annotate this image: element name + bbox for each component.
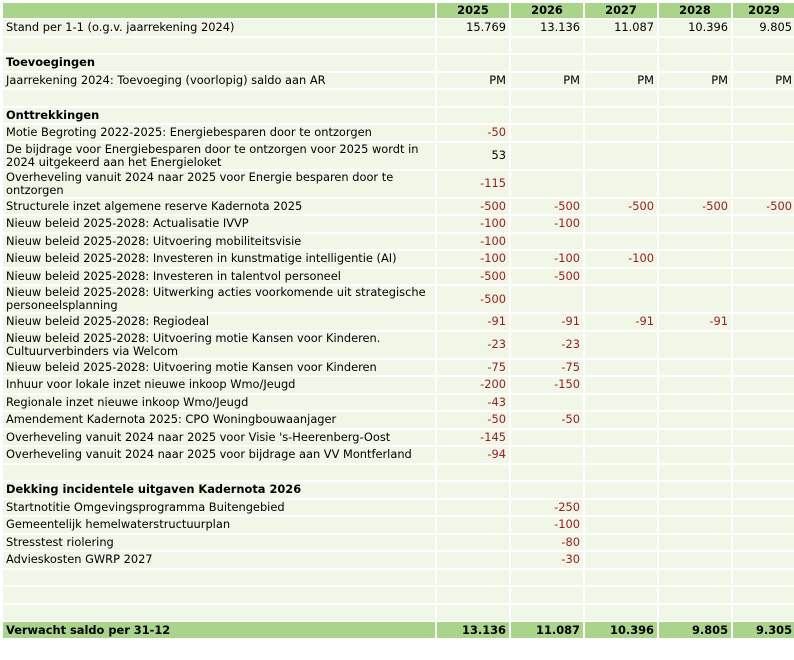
value-cell [659,465,731,481]
table-row [3,395,794,411]
blank-row [3,38,794,54]
row-label [3,587,435,603]
section-title: Toevoegingen [3,55,435,71]
row-label: De bijdrage voor Energiebesparen door te ontzorgen voor 2025 wordt in 2024 uitgekeerd aan het Energieloket [3,143,435,169]
value-cell: -100 [437,234,509,250]
table-row [3,552,794,568]
value-cell: -23 [511,332,583,358]
value-cell [585,108,657,124]
value-cell [659,482,731,498]
value-cell [585,90,657,106]
value-cell: -100 [511,216,583,232]
row-label: Nieuw beleid 2025-2028: Regiodeal [3,314,435,330]
row-label: Overheveling vanuit 2024 naar 2025 voor bijdrage aan VV Montferland [3,447,435,463]
year-header: 2028 [659,3,731,18]
value-cell [659,108,731,124]
value-cell [511,570,583,586]
row-label [3,38,435,54]
value-cell [585,360,657,376]
value-cell [511,90,583,106]
value-cell [733,447,794,463]
value-cell: 13.136 [511,20,583,36]
value-cell [585,517,657,533]
value-cell [585,125,657,141]
value-cell: 53 [437,143,509,169]
row-label: Jaarrekening 2024: Toevoeging (voorlopig) saldo aan AR [3,73,435,89]
value-cell [585,447,657,463]
section-title: Onttrekkingen [3,108,435,124]
value-cell [585,552,657,568]
value-cell: 10.396 [585,622,657,638]
value-cell [437,55,509,71]
row-label: Stand per 1-1 (o.g.v. jaarrekening 2024) [3,20,435,36]
row-label: Nieuw beleid 2025-2028: Uitvoering motie Kansen voor Kinderen. Cultuurverbinders via Welcom [3,332,435,358]
value-cell [511,234,583,250]
value-cell: PM [511,73,583,89]
value-cell [511,38,583,54]
value-cell [659,216,731,232]
table-row [3,517,794,533]
table-row [3,430,794,446]
value-cell [659,332,731,358]
value-cell: -91 [437,314,509,330]
blank-row [3,605,794,621]
value-cell [733,535,794,551]
table-row [3,234,794,250]
table-row [3,286,794,312]
row-label: Structurele inzet algemene reserve Kadernota 2025 [3,199,435,215]
year-header: 2027 [585,3,657,18]
value-cell [733,605,794,621]
value-cell: -50 [511,412,583,428]
value-cell: -91 [659,314,731,330]
value-cell [585,171,657,197]
value-cell: -100 [511,517,583,533]
value-cell: -100 [437,216,509,232]
value-cell [733,465,794,481]
value-cell [511,286,583,312]
value-cell [733,55,794,71]
row-label: Nieuw beleid 2025-2028: Uitwerking acties voorkomende uit strategische personeelsplanning [3,286,435,312]
value-cell [437,570,509,586]
value-cell: -145 [437,430,509,446]
value-cell [659,517,731,533]
value-cell [659,377,731,393]
row-label: Regionale inzet nieuwe inkoop Wmo/Jeugd [3,395,435,411]
blank-row [3,587,794,603]
table-row [3,500,794,516]
value-cell [733,108,794,124]
value-cell [437,108,509,124]
total-row [3,622,794,638]
value-cell [585,269,657,285]
value-cell [511,108,583,124]
value-cell [511,395,583,411]
value-cell: 15.769 [437,20,509,36]
value-cell: -23 [437,332,509,358]
value-cell: -75 [437,360,509,376]
value-cell [733,216,794,232]
value-cell [659,587,731,603]
value-cell: -50 [437,412,509,428]
table-row [3,360,794,376]
value-cell: -94 [437,447,509,463]
row-label: Advieskosten GWRP 2027 [3,552,435,568]
value-cell [511,482,583,498]
value-cell [733,517,794,533]
value-cell [585,143,657,169]
table-row [3,216,794,232]
value-cell [585,332,657,358]
value-cell: -500 [437,199,509,215]
value-cell [437,38,509,54]
value-cell: -100 [585,251,657,267]
value-cell [733,552,794,568]
value-cell [659,552,731,568]
value-cell: -115 [437,171,509,197]
value-cell [659,90,731,106]
value-cell: 11.087 [511,622,583,638]
value-cell [585,500,657,516]
row-label: Nieuw beleid 2025-2028: Investeren in kunstmatige intelligentie (AI) [3,251,435,267]
table-row [3,171,794,197]
row-label: Nieuw beleid 2025-2028: Uitvoering mobiliteitsvisie [3,234,435,250]
value-cell: -43 [437,395,509,411]
value-cell: 9.805 [733,20,794,36]
value-cell [511,143,583,169]
value-cell [659,412,731,428]
value-cell [511,447,583,463]
section-header-row [3,55,794,71]
value-cell [733,482,794,498]
row-label: Startnotitie Omgevingsprogramma Buitengebied [3,500,435,516]
value-cell [733,430,794,446]
value-cell [437,587,509,603]
value-cell: -250 [511,500,583,516]
value-cell: -500 [437,269,509,285]
value-cell: -500 [659,199,731,215]
row-label: Motie Begroting 2022-2025: Energiebesparen door te ontzorgen [3,125,435,141]
value-cell: -500 [511,199,583,215]
value-cell: -30 [511,552,583,568]
row-label: Nieuw beleid 2025-2028: Actualisatie IVVP [3,216,435,232]
value-cell [733,269,794,285]
header-label-cell [3,3,435,18]
year-header: 2026 [511,3,583,18]
row-label: Overheveling vanuit 2024 naar 2025 voor Energie besparen door te ontzorgen [3,171,435,197]
blank-row [3,90,794,106]
value-cell [511,125,583,141]
value-cell: -150 [511,377,583,393]
value-cell: -200 [437,377,509,393]
value-cell [437,535,509,551]
table-row [3,199,794,215]
value-cell [733,286,794,312]
reserve-table-body [3,3,794,638]
value-cell [585,395,657,411]
value-cell [733,90,794,106]
table-row [3,20,794,36]
value-cell [585,377,657,393]
value-cell: -50 [437,125,509,141]
table-row [3,143,794,169]
value-cell: 13.136 [437,622,509,638]
section-title: Dekking incidentele uitgaven Kadernota 2026 [3,482,435,498]
value-cell [511,587,583,603]
value-cell: -91 [511,314,583,330]
value-cell: PM [659,73,731,89]
blank-row [3,570,794,586]
value-cell [437,605,509,621]
value-cell [585,286,657,312]
header-row [3,3,794,18]
year-header: 2029 [733,3,794,18]
value-cell [659,286,731,312]
value-cell [511,465,583,481]
row-label [3,90,435,106]
row-label: Nieuw beleid 2025-2028: Investeren in talentvol personeel [3,269,435,285]
row-label: Verwacht saldo per 31-12 [3,622,435,638]
table-row [3,269,794,285]
value-cell [585,430,657,446]
value-cell [437,517,509,533]
value-cell [437,500,509,516]
value-cell [585,55,657,71]
row-label: Stresstest riolering [3,535,435,551]
value-cell [437,552,509,568]
year-header: 2025 [437,3,509,18]
value-cell [659,125,731,141]
value-cell [733,38,794,54]
value-cell: -91 [585,314,657,330]
value-cell [437,465,509,481]
section-header-row [3,108,794,124]
value-cell [437,482,509,498]
value-cell [585,570,657,586]
table-row [3,447,794,463]
value-cell [659,269,731,285]
table-row [3,412,794,428]
value-cell [733,143,794,169]
value-cell [659,55,731,71]
value-cell [733,570,794,586]
value-cell [733,125,794,141]
table-row [3,314,794,330]
value-cell [511,55,583,71]
value-cell [733,587,794,603]
value-cell [659,360,731,376]
value-cell [585,38,657,54]
value-cell: PM [733,73,794,89]
value-cell [733,360,794,376]
value-cell [659,570,731,586]
value-cell: 10.396 [659,20,731,36]
value-cell [659,535,731,551]
table-row [3,535,794,551]
value-cell: -500 [511,269,583,285]
table-row [3,251,794,267]
row-label [3,605,435,621]
value-cell [585,412,657,428]
row-label [3,570,435,586]
value-cell: -500 [585,199,657,215]
value-cell: PM [585,73,657,89]
value-cell: -100 [437,251,509,267]
value-cell [733,251,794,267]
row-label [3,465,435,481]
table-row [3,377,794,393]
value-cell [659,447,731,463]
value-cell [733,500,794,516]
value-cell [659,430,731,446]
value-cell [659,605,731,621]
value-cell [733,412,794,428]
value-cell [585,216,657,232]
value-cell: -500 [733,199,794,215]
value-cell: -500 [437,286,509,312]
value-cell [585,587,657,603]
row-label: Nieuw beleid 2025-2028: Uitvoering motie Kansen voor Kinderen [3,360,435,376]
value-cell [659,234,731,250]
value-cell [437,90,509,106]
value-cell [659,395,731,411]
row-label: Gemeentelijk hemelwaterstructuurplan [3,517,435,533]
value-cell [511,430,583,446]
value-cell [733,395,794,411]
value-cell [733,234,794,250]
table-row [3,73,794,89]
value-cell: 9.305 [733,622,794,638]
value-cell [585,234,657,250]
value-cell: -100 [511,251,583,267]
value-cell: PM [437,73,509,89]
value-cell [659,38,731,54]
value-cell: -75 [511,360,583,376]
value-cell [585,535,657,551]
value-cell: -80 [511,535,583,551]
row-label: Amendement Kadernota 2025: CPO Woningbouwaanjager [3,412,435,428]
value-cell [585,605,657,621]
blank-row [3,465,794,481]
value-cell: 11.087 [585,20,657,36]
value-cell [733,314,794,330]
value-cell [659,143,731,169]
section-header-row [3,482,794,498]
value-cell [659,251,731,267]
value-cell [733,171,794,197]
value-cell [659,500,731,516]
reserve-table [1,1,794,640]
value-cell [659,171,731,197]
value-cell [511,171,583,197]
row-label: Inhuur voor lokale inzet nieuwe inkoop Wmo/Jeugd [3,377,435,393]
value-cell [585,465,657,481]
value-cell [733,377,794,393]
value-cell [511,605,583,621]
table-row [3,332,794,358]
value-cell [585,482,657,498]
table-row [3,125,794,141]
value-cell [733,332,794,358]
row-label: Overheveling vanuit 2024 naar 2025 voor Visie 's-Heerenberg-Oost [3,430,435,446]
value-cell: 9.805 [659,622,731,638]
